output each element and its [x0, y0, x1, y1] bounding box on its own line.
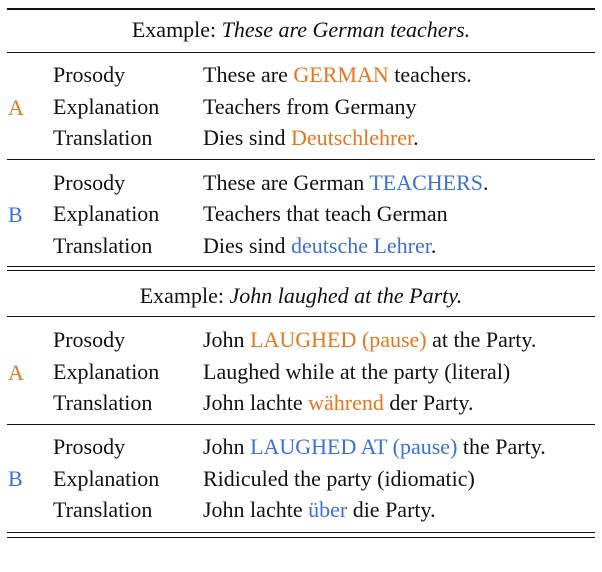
- caption-rule-1: [7, 52, 595, 53]
- prosody-value: [203, 62, 472, 88]
- translation-text: Dies sind: [203, 233, 291, 258]
- prosody-text: at the Party.: [426, 327, 537, 352]
- translation-highlight: während: [308, 390, 384, 415]
- translation-highlight: Deutschlehrer: [291, 125, 414, 150]
- field-label-prosody: Prosody: [53, 62, 126, 87]
- translation-value: [203, 125, 419, 151]
- example-caption: [0, 17, 602, 43]
- bottom-rule-a: [7, 532, 595, 533]
- caption-prefix: Example:: [131, 17, 217, 42]
- caption-sentence: John laughed at the Party.: [229, 283, 463, 308]
- field-label-prosody: Prosody: [53, 170, 126, 195]
- caption-rule-2: [7, 316, 595, 317]
- prosody-text: These are: [203, 62, 294, 87]
- field-label-explanation: Explanation: [53, 201, 160, 226]
- field-label-explanation: Explanation: [53, 466, 160, 491]
- field-label-explanation: Explanation: [53, 359, 160, 384]
- option-label: A: [8, 95, 24, 120]
- prosody-value: [203, 327, 536, 353]
- explanation-value: Laughed while at the party (literal): [203, 359, 511, 384]
- translation-text: .: [413, 125, 419, 150]
- section-rule-b: [7, 270, 595, 271]
- translation-value: [203, 233, 436, 259]
- translation-text: der Party.: [383, 390, 474, 415]
- option-divider-2: [7, 424, 595, 425]
- translation-text: die Party.: [347, 497, 436, 522]
- section-rule-a: [7, 266, 595, 267]
- prosody-highlight: GERMAN: [293, 62, 389, 87]
- bottom-rule-b: [7, 537, 595, 538]
- prosody-value: [203, 434, 546, 460]
- caption-sentence: These are German teachers.: [221, 17, 471, 42]
- prosody-text: teachers.: [388, 62, 472, 87]
- translation-value: [203, 390, 473, 416]
- prosody-text: John: [203, 327, 251, 352]
- prosody-value: [203, 170, 489, 196]
- translation-text: Dies sind: [203, 125, 291, 150]
- explanation-value: Ridiculed the party (idiomatic): [203, 466, 475, 491]
- option-label: B: [8, 466, 23, 491]
- translation-value: [203, 497, 436, 523]
- field-label-translation: Translation: [53, 233, 153, 258]
- field-label-translation: Translation: [53, 390, 153, 415]
- explanation-value: Teachers that teach German: [203, 201, 448, 226]
- translation-text: John lachte: [203, 390, 309, 415]
- translation-highlight: deutsche Lehrer: [291, 233, 431, 258]
- prosody-text: John: [203, 434, 251, 459]
- translation-text: John lachte: [203, 497, 309, 522]
- caption-prefix: Example:: [139, 283, 224, 308]
- field-label-prosody: Prosody: [53, 327, 126, 352]
- prosody-highlight: LAUGHED (pause): [250, 327, 427, 352]
- field-label-translation: Translation: [53, 125, 153, 150]
- prosody-text: the Party.: [457, 434, 546, 459]
- field-label-prosody: Prosody: [53, 434, 126, 459]
- example-caption: [0, 283, 602, 309]
- prosody-text: .: [483, 170, 489, 195]
- top-rule: [7, 8, 595, 10]
- translation-highlight: über: [308, 497, 348, 522]
- option-label: A: [8, 360, 24, 385]
- option-divider-1: [7, 159, 595, 160]
- field-label-explanation: Explanation: [53, 94, 160, 119]
- prosody-highlight: LAUGHED AT (pause): [250, 434, 458, 459]
- prosody-text: These are German: [203, 170, 370, 195]
- translation-text: .: [430, 233, 437, 258]
- explanation-value: Teachers from Germany: [203, 94, 417, 119]
- prosody-highlight: TEACHERS: [369, 170, 484, 195]
- option-label: B: [8, 202, 23, 227]
- field-label-translation: Translation: [53, 497, 153, 522]
